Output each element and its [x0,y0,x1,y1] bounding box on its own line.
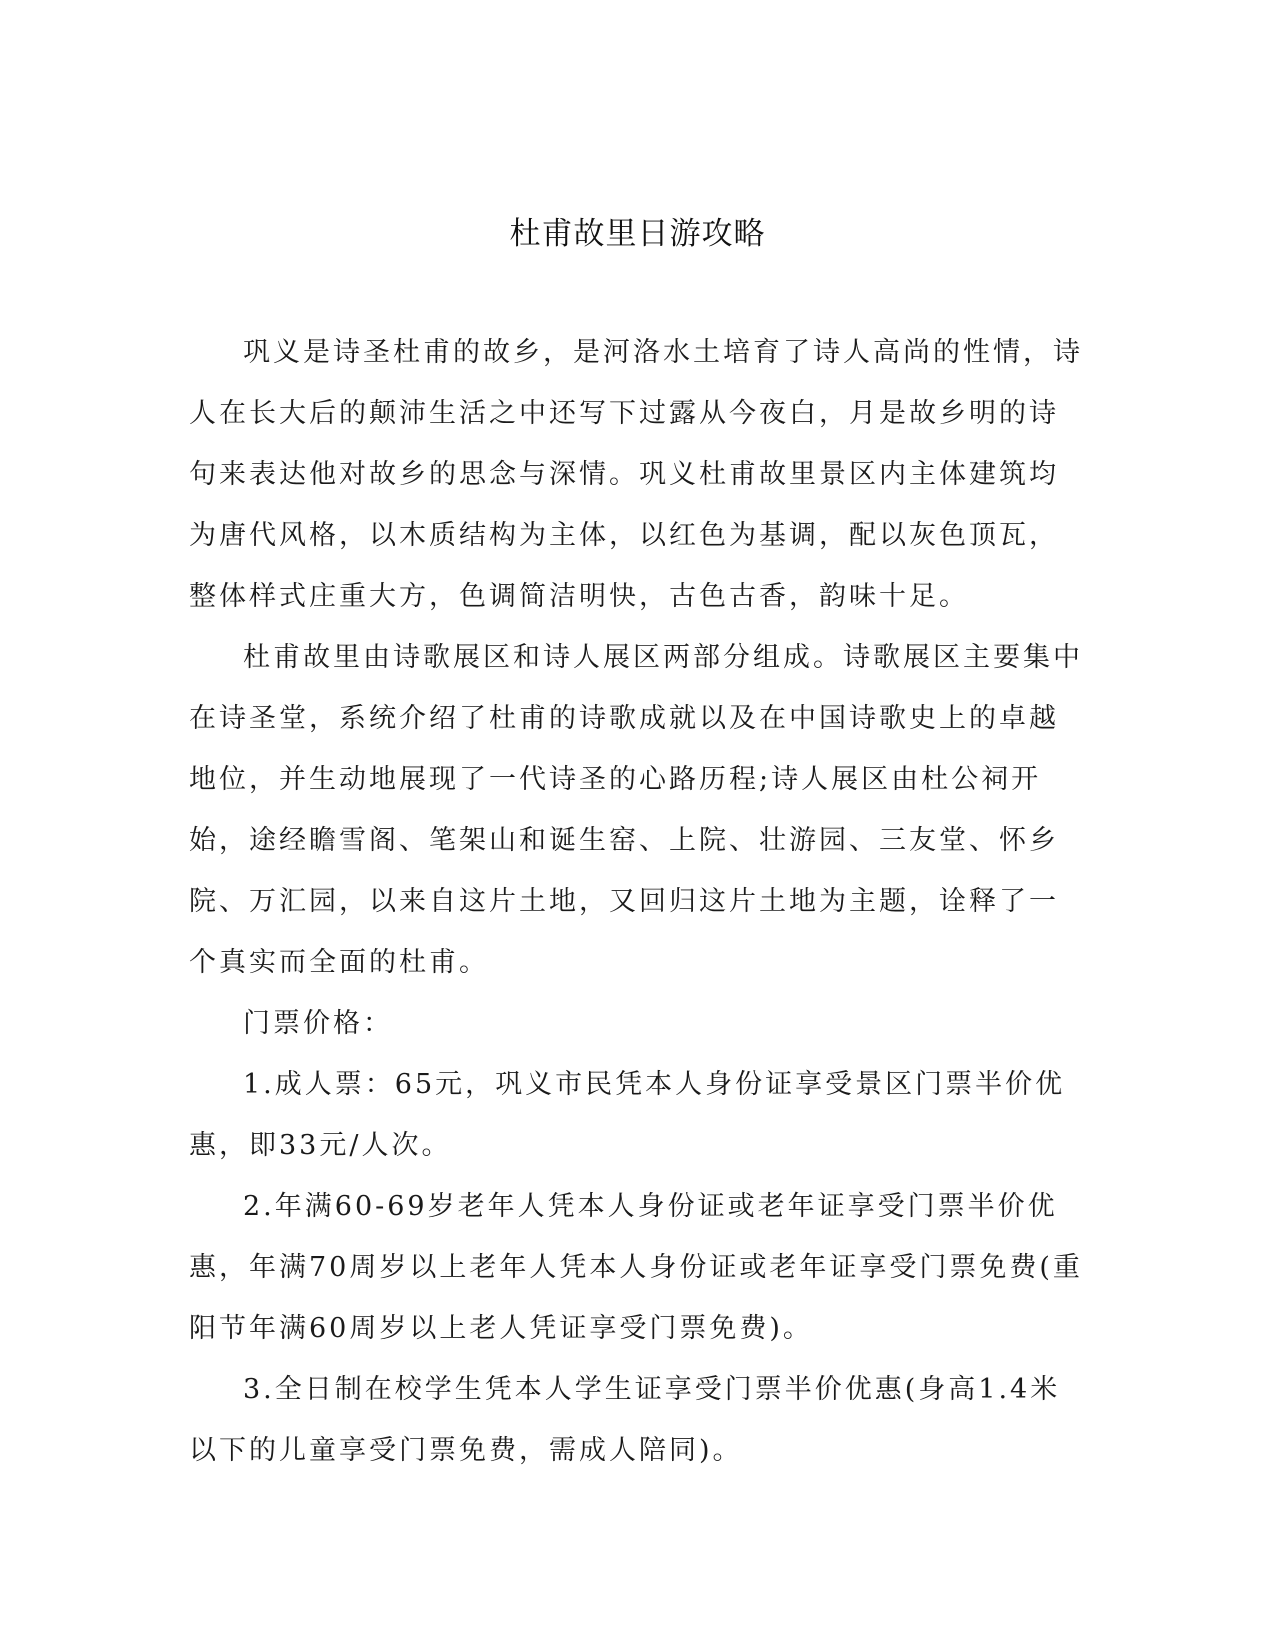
paragraph-intro: 巩义是诗圣杜甫的故乡，是河洛水土培育了诗人高尚的性情，诗人在长大后的颠沛生活之中还写下过露从今夜白，月是故乡明的诗句来表达他对故乡的思念与深情。巩义杜甫故里景区内主体建筑均为唐代风格，以木质结构为主体，以红色为基调，配以灰色顶瓦，整体样式庄重大方，色调简洁明快，古色古香，韵味十足。 [189,337,1083,612]
paragraph-ticket-heading: 门票价格： [243,1008,393,1039]
document-title: 杜甫故里日游攻略 [509,216,766,252]
document-body [189,322,1084,1481]
paragraph-ticket-adult: 1.成人票：65元，巩义市民凭本人身份证享受景区门票半价优惠，即33元/人次。 [189,1069,1066,1161]
paragraph-ticket-student: 3.全日制在校学生凭本人学生证享受门票半价优惠(身高1.4米以下的儿童享受门票免费，需成人陪同)。 [189,1374,1061,1466]
paragraph-layout: 杜甫故里由诗歌展区和诗人展区两部分组成。诗歌展区主要集中在诗圣堂，系统介绍了杜甫的诗歌成就以及在中国诗歌史上的卓越地位，并生动地展现了一代诗圣的心路历程;诗人展区由杜公祠开始，途经瞻雪阁、笔架山和诞生窑、上院、壮游园、三友堂、怀乡院、万汇园，以来自这片土地，又回归这片土地为主题，诠释了一个真实而全面的杜甫。 [189,642,1083,978]
paragraph-ticket-senior: 2.年满60-69岁老年人凭本人身份证或老年证享受门票半价优惠，年满70周岁以上老年人凭本人身份证或老年证享受门票免费(重阳节年满60周岁以上老人凭证享受门票免费)。 [189,1191,1083,1344]
